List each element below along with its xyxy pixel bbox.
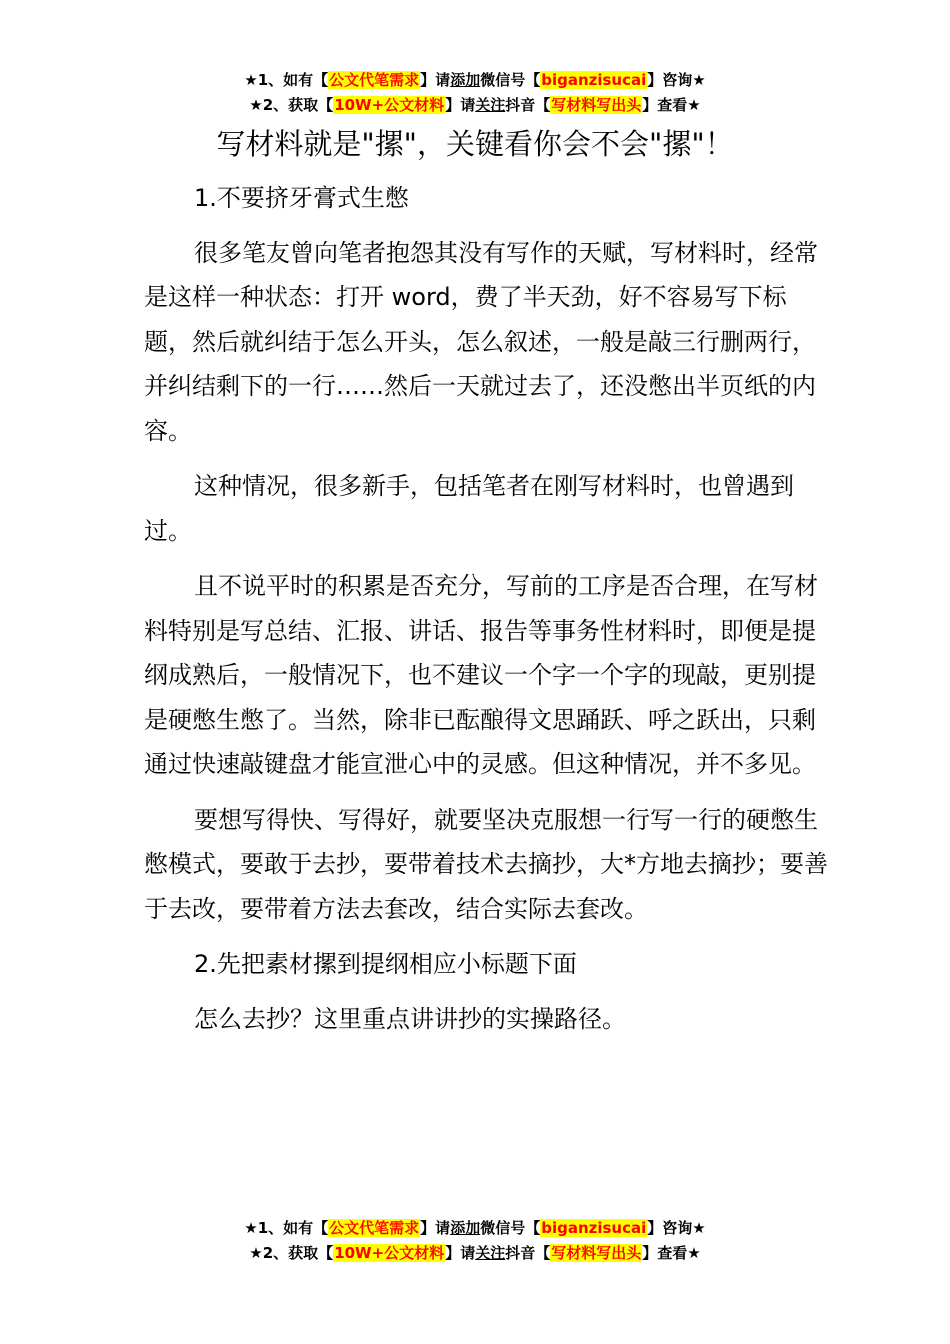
promo-line-2-suffix: 】查看★ bbox=[642, 96, 701, 114]
promo-line-2-mid2: 抖音【 bbox=[505, 96, 551, 114]
promo-line-1-suffix: 】咨询★ bbox=[647, 71, 706, 89]
promo-line-1 bbox=[0, 68, 950, 93]
footer-line-1-mid2: 微信号【 bbox=[480, 1219, 541, 1237]
promo-highlight-wechat-id: biganzisucai bbox=[541, 71, 647, 89]
paragraph-3: 且不说平时的积累是否充分，写前的工序是否合理，在写材料特别是写总结、汇报、讲话、报告等事务性材料时，即便是提纲成熟后，一般情况下，也不建议一个字一个字的现敲，更别提是硬憋生憋了。当然，除非已酝酿得文思踊跃、呼之跃出，只剩通过快速敲键盘才能宣泄心中的灵感。但这种情况，并不多见。 bbox=[144, 572, 818, 778]
promo-highlight-materials: 10W+公文材料 bbox=[334, 96, 445, 114]
footer-line-2-prefix: ★2、获取【 bbox=[249, 1244, 334, 1262]
footer-line-2-mid2: 抖音【 bbox=[505, 1244, 551, 1262]
promo-line-2-mid: 】请 bbox=[445, 96, 476, 114]
footer-underline-add: 添加 bbox=[450, 1219, 481, 1237]
promo-highlight-service: 公文代笔需求 bbox=[329, 71, 420, 89]
footer-promo-line-1 bbox=[0, 1216, 950, 1241]
promo-highlight-douyin: 写材料写出头 bbox=[551, 96, 642, 114]
footer-highlight-materials: 10W+公文材料 bbox=[334, 1244, 445, 1262]
section-heading-2: 2.先把素材摞到提纲相应小标题下面 bbox=[194, 950, 577, 978]
footer-line-1-mid: 】请 bbox=[420, 1219, 451, 1237]
footer-line-1-prefix: ★1、如有【 bbox=[244, 1219, 329, 1237]
footer-promo-banner bbox=[0, 1216, 950, 1266]
promo-line-1-mid: 】请 bbox=[420, 71, 451, 89]
paragraph-5: 怎么去抄？这里重点讲讲抄的实操路径。 bbox=[194, 1004, 626, 1033]
footer-promo-line-2 bbox=[0, 1241, 950, 1266]
paragraph-2: 这种情况，很多新手，包括笔者在刚写材料时，也曾遇到过。 bbox=[144, 472, 794, 545]
promo-line-2-prefix: ★2、获取【 bbox=[249, 96, 334, 114]
promo-underline-add: 添加 bbox=[450, 71, 481, 89]
footer-highlight-service: 公文代笔需求 bbox=[329, 1219, 420, 1237]
promo-line-1-mid2: 微信号【 bbox=[480, 71, 541, 89]
promo-line-2 bbox=[0, 93, 950, 118]
section-heading-1: 1.不要挤牙膏式生憋 bbox=[194, 184, 409, 212]
header-promo-banner bbox=[0, 68, 950, 118]
paragraph-1: 很多笔友曾向笔者抱怨其没有写作的天赋，写材料时，经常是这样一种状态：打开 word，费了半天劲，好不容易写下标题，然后就纠结于怎么开头，怎么叙述，一般是敲三行删两行，并纠结剩下的一行……然后一天就过去了，还没憋出半页纸的内容。 bbox=[144, 238, 818, 445]
document-title: 写材料就是"摞"，关键看你会不会"摞"！ bbox=[216, 127, 734, 161]
footer-line-1-suffix: 】咨询★ bbox=[647, 1219, 706, 1237]
footer-highlight-douyin: 写材料写出头 bbox=[551, 1244, 642, 1262]
paragraph-4: 要想写得快、写得好，就要坚决克服想一行写一行的硬憋生憋模式，要敢于去抄，要带着技术去摘抄，大*方地去摘抄；要善于去改，要带着方法去套改，结合实际去套改。 bbox=[144, 805, 828, 923]
footer-line-2-mid: 】请 bbox=[445, 1244, 476, 1262]
promo-line-1-prefix: ★1、如有【 bbox=[244, 71, 329, 89]
promo-underline-follow: 关注 bbox=[475, 96, 506, 114]
footer-line-2-suffix: 】查看★ bbox=[642, 1244, 701, 1262]
footer-highlight-wechat-id: biganzisucai bbox=[541, 1219, 647, 1237]
footer-underline-follow: 关注 bbox=[475, 1244, 506, 1262]
document-body bbox=[144, 176, 834, 1041]
